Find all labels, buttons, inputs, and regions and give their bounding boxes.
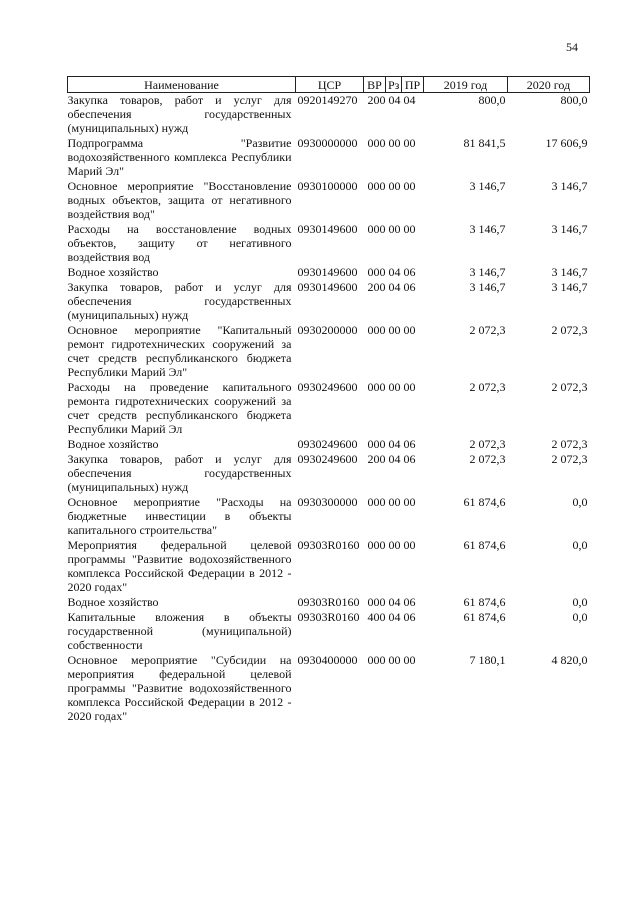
row-codes: 000 04 06 (367, 595, 416, 609)
row-name: Водное хозяйство (67, 437, 159, 451)
row-2020: 0,0 (572, 495, 588, 509)
row-2020: 0,0 (572, 538, 588, 552)
row-name: Капитальные вложения в объекты государственной (муниципальной) собственности (67, 610, 292, 652)
table-row (68, 610, 590, 653)
table-row (68, 538, 590, 595)
row-name: Водное хозяйство (67, 265, 159, 279)
row-codes: 200 04 06 (367, 452, 416, 466)
table-row (68, 93, 590, 137)
row-csr: 0930149600 (297, 280, 358, 294)
table-row (68, 595, 590, 610)
row-2020: 800,0 (560, 93, 588, 107)
row-codes: 000 00 00 (367, 653, 416, 667)
row-2019: 61 874,6 (463, 595, 506, 609)
row-csr: 09303R0160 (297, 595, 360, 609)
row-2019: 2 072,3 (469, 437, 506, 451)
row-2019: 3 146,7 (469, 222, 506, 236)
table-row (68, 179, 590, 222)
row-2019: 800,0 (478, 93, 506, 107)
header-2019: 2019 год (424, 77, 508, 93)
row-name: Закупка товаров, работ и услуг для обеспечения государственных (муниципальных) нужд (67, 452, 292, 494)
row-csr: 0930200000 (297, 323, 358, 337)
row-csr: 09303R0160 (297, 610, 360, 624)
row-2019: 61 874,6 (463, 495, 506, 509)
row-codes: 400 04 06 (367, 610, 416, 624)
row-2020: 3 146,7 (551, 265, 588, 279)
header-pr: ПР (402, 77, 424, 93)
table-row (68, 265, 590, 280)
row-2020: 3 146,7 (551, 222, 588, 236)
row-2019: 61 874,6 (463, 538, 506, 552)
row-2019: 3 146,7 (469, 280, 506, 294)
budget-table (67, 76, 590, 724)
table-row (68, 452, 590, 495)
row-codes: 000 00 00 (367, 136, 416, 150)
table-row (68, 380, 590, 437)
row-csr: 0930149600 (297, 222, 358, 236)
row-codes: 000 00 00 (367, 380, 416, 394)
row-name: Подпрограмма "Развитие водохозяйственного комплекса Республики Марий Эл" (67, 136, 292, 178)
table-row (68, 280, 590, 323)
row-codes: 000 00 00 (367, 323, 416, 337)
row-codes: 000 00 00 (367, 538, 416, 552)
table-row (68, 323, 590, 380)
row-codes: 000 00 00 (367, 179, 416, 193)
row-name: Закупка товаров, работ и услуг для обеспечения государственных (муниципальных) нужд (67, 93, 292, 135)
row-2020: 4 820,0 (551, 653, 588, 667)
row-2020: 3 146,7 (551, 179, 588, 193)
row-2020: 0,0 (572, 610, 588, 624)
table-header-row (68, 77, 590, 93)
row-2020: 2 072,3 (551, 380, 588, 394)
row-csr: 0920149270 (297, 93, 358, 107)
page-number: 54 (566, 40, 578, 54)
row-2019: 2 072,3 (469, 380, 506, 394)
row-2019: 81 841,5 (463, 136, 506, 150)
row-csr: 0930149600 (297, 265, 358, 279)
row-2019: 61 874,6 (463, 610, 506, 624)
row-csr: 0930249600 (297, 437, 358, 451)
row-codes: 200 04 04 (367, 93, 416, 107)
row-name: Расходы на восстановление водных объектов, защиту от негативного воздействия вод (67, 222, 292, 264)
row-csr: 0930100000 (297, 179, 358, 193)
row-2020: 2 072,3 (551, 437, 588, 451)
row-name: Основное мероприятие "Расходы на бюджетные инвестиции в объекты капитального строительства" (67, 495, 292, 537)
row-csr: 0930000000 (297, 136, 358, 150)
table-row (68, 653, 590, 724)
row-csr: 0930249600 (297, 452, 358, 466)
row-codes: 000 04 06 (367, 265, 416, 279)
header-name: Наименование (68, 77, 296, 93)
row-2020: 3 146,7 (551, 280, 588, 294)
row-2019: 2 072,3 (469, 323, 506, 337)
row-2019: 2 072,3 (469, 452, 506, 466)
row-2020: 0,0 (572, 595, 588, 609)
row-2019: 3 146,7 (469, 265, 506, 279)
row-csr: 0930400000 (297, 653, 358, 667)
row-2020: 2 072,3 (551, 452, 588, 466)
row-name: Основное мероприятие "Восстановление водных объектов, защита от негативного воздействия вод" (67, 179, 292, 221)
row-name: Основное мероприятие "Субсидии на мероприятия федеральной целевой программы "Развитие водохозяйственного комплекса Российской Федерации в 2012 - 2020 годах" (67, 653, 292, 723)
table-row (68, 495, 590, 538)
row-csr: 09303R0160 (297, 538, 360, 552)
row-codes: 000 00 00 (367, 222, 416, 236)
row-name: Мероприятия федеральной целевой программы "Развитие водохозяйственного комплекса Российской Федерации в 2012 - 2020 годах" (67, 538, 292, 594)
row-name: Водное хозяйство (67, 595, 159, 609)
row-name: Расходы на проведение капитального ремонта гидротехнических сооружений за счет средств республиканского бюджета Республики Марий Эл (67, 380, 292, 436)
row-2020: 2 072,3 (551, 323, 588, 337)
header-2020: 2020 год (508, 77, 590, 93)
header-csr: ЦСР (296, 77, 364, 93)
row-2019: 3 146,7 (469, 179, 506, 193)
header-rz: Рз (386, 77, 402, 93)
row-csr: 0930249600 (297, 380, 358, 394)
row-csr: 0930300000 (297, 495, 358, 509)
row-2020: 17 606,9 (545, 136, 588, 150)
row-codes: 000 00 00 (367, 495, 416, 509)
table-row (68, 437, 590, 452)
header-vr: ВР (364, 77, 386, 93)
row-codes: 200 04 06 (367, 280, 416, 294)
table-row (68, 222, 590, 265)
row-codes: 000 04 06 (367, 437, 416, 451)
table-row (68, 136, 590, 179)
row-name: Основное мероприятие "Капитальный ремонт гидротехнических сооружений за счет средств республиканского бюджета Республики Марий Эл" (67, 323, 292, 379)
row-2019: 7 180,1 (469, 653, 506, 667)
row-name: Закупка товаров, работ и услуг для обеспечения государственных (муниципальных) нужд (67, 280, 292, 322)
